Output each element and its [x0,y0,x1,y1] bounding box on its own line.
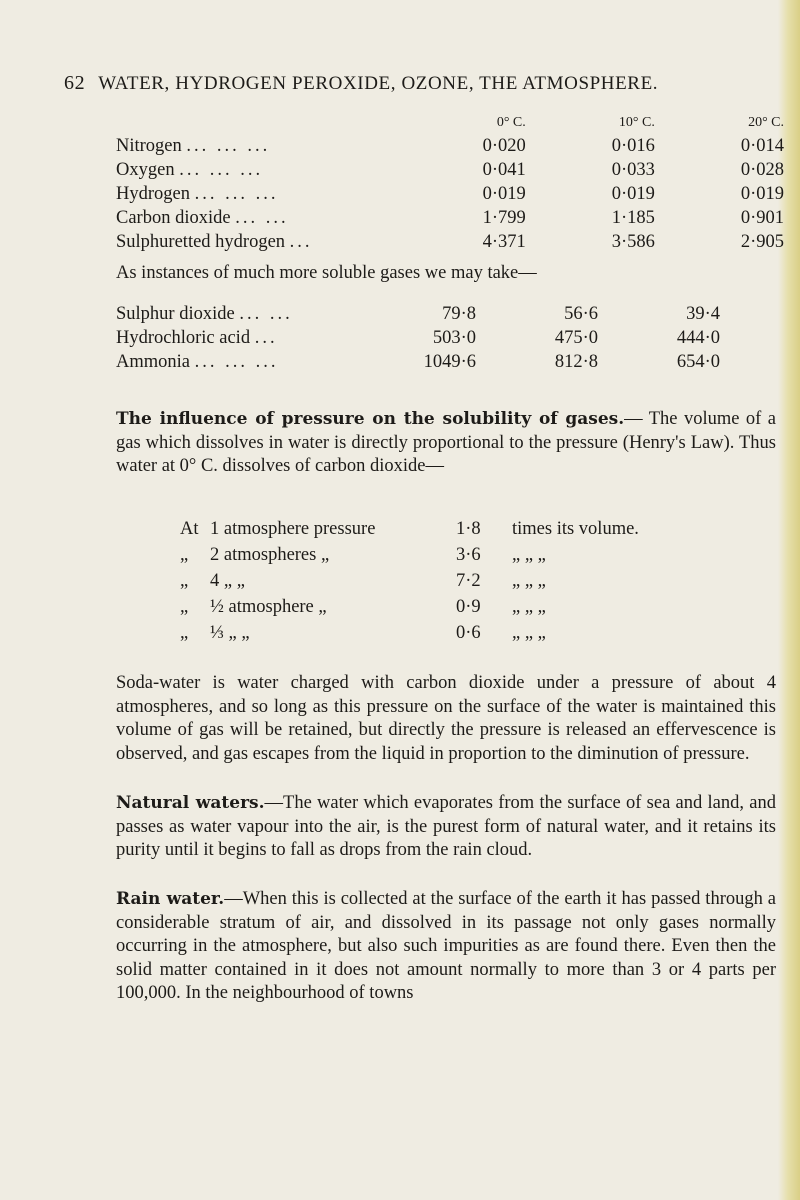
gas-name: Hydrochloric acid [116,327,251,348]
page-number: 62 [64,72,86,94]
value-cell: 79·8 [442,303,476,324]
value-cell: 39·4 [686,303,720,324]
gas-name: Sulphur dioxide [116,303,235,324]
table-row: Sulphur dioxide ... ... 79·8 56·6 39·4 [116,302,730,326]
natural-waters-paragraph [116,792,776,863]
column-header: 10° C. [618,115,655,130]
value-cell: 3·6 [456,544,481,565]
gas-name: Nitrogen [116,135,182,156]
paragraph-text: — The volume of a gas which dissolves in water is directly proportional to the pressure (Henry's Law). Thus water at 0° C. dissolves of carbon dioxide— [116,409,776,476]
value-cell: 0·020 [482,135,526,156]
table-row: Hydrogen ... ... ... 0·019 0·019 0·019 [116,182,800,206]
value-cell: 0·041 [482,159,526,180]
section-heading: Natural waters. [116,793,265,813]
value-cell: 444·0 [676,327,720,348]
gas-name: Hydrogen [116,183,190,204]
table-row: Oxygen ... ... ... 0·041 0·033 0·028 [116,158,800,182]
pressure-table [180,516,712,646]
value-cell: 1049·6 [423,351,476,372]
henry-law-paragraph [116,408,776,479]
value-cell: 0·901 [740,207,784,228]
running-header [64,72,744,95]
soluble-gases-table [116,302,730,374]
value-cell: 0·028 [740,159,784,180]
soda-water-paragraph: Soda-water is water charged with carbon dioxide under a pressure of about 4 atmospheres, and so long as this pressure on the surface of the water is maintained this volume of gas will be retained, but directly the pressure is released an effervescence is observed, and gas escapes from the liquid in proportion to the diminution of pressure. [116,673,776,764]
gas-name: Oxygen [116,159,175,180]
running-title: WATER, HYDROGEN PEROXIDE, OZONE, THE ATMOSPHERE. [98,73,659,94]
value-cell: 654·0 [676,351,720,372]
column-header: 20° C. [748,115,784,130]
value-cell: 7·2 [456,570,481,591]
value-cell: 2·905 [740,231,784,252]
value-cell: 1·8 [456,518,481,539]
soluble-gases-intro: As instances of much more soluble gases we may take— [116,263,537,283]
solubility-table [116,112,800,254]
value-cell: 812·8 [554,351,598,372]
value-cell: 1·799 [482,207,526,228]
value-cell: 475·0 [554,327,598,348]
value-cell: 0·033 [611,159,655,180]
table-row: Carbon dioxide ... ... 1·799 1·185 0·901 [116,206,800,230]
table-row: „ 2 atmospheres „ 3·6 „ „ „ [180,542,712,568]
table-row: At 1 atmosphere pressure 1·8 times its volume. [180,516,712,542]
value-cell: 0·019 [611,183,655,204]
gas-name: Ammonia [116,351,190,372]
table-row: Nitrogen ... ... ... 0·020 0·016 0·014 [116,134,800,158]
value-cell: 0·014 [740,135,784,156]
value-cell: 503·0 [432,327,476,348]
rain-water-paragraph [116,888,776,1006]
table-row: „ ½ atmosphere „ 0·9 „ „ „ [180,594,712,620]
table-row: „ ⅓ „ „ 0·6 „ „ „ [180,620,712,646]
value-cell: 1·185 [611,207,655,228]
value-cell: 0·016 [611,135,655,156]
gas-name: Carbon dioxide [116,207,231,228]
solubility-header-row [116,112,800,134]
section-heading: The influence of pressure on the solubility of gases. [116,409,625,429]
table-row: Ammonia ... ... ... 1049·6 812·8 654·0 [116,350,730,374]
value-cell: 0·9 [456,596,481,617]
table-row: „ 4 „ „ 7·2 „ „ „ [180,568,712,594]
table-row: Sulphuretted hydrogen ... 4·371 3·586 2·905 [116,230,800,254]
value-cell: 0·6 [456,622,481,643]
value-cell: 0·019 [482,183,526,204]
value-cell: 3·586 [611,231,655,252]
paragraph-text: —The water which evaporates from the surface of sea and land, and passes as water vapour into the air, is the purest form of natural water, and it retains its purity until it begins to fall as drops from the rain cloud. [116,793,776,860]
section-heading: Rain water. [116,889,225,909]
value-cell: 4·371 [482,231,526,252]
column-header: 0° C. [496,115,526,130]
gas-name: Sulphuretted hydrogen [116,231,286,252]
paragraph-text: —When this is collected at the surface of the earth it has passed through a considerable stratum of air, and dissolved in its passage not only gases normally occurring in the atmosphere, but also such impurities as are found there. Even then the solid matter contained in it does not amount normally to more than 3 or 4 parts per 100,000. In the neighbourhood of towns [116,889,776,1003]
value-cell: 0·019 [740,183,784,204]
table-row: Hydrochloric acid ... 503·0 475·0 444·0 [116,326,730,350]
value-cell: 56·6 [564,303,598,324]
